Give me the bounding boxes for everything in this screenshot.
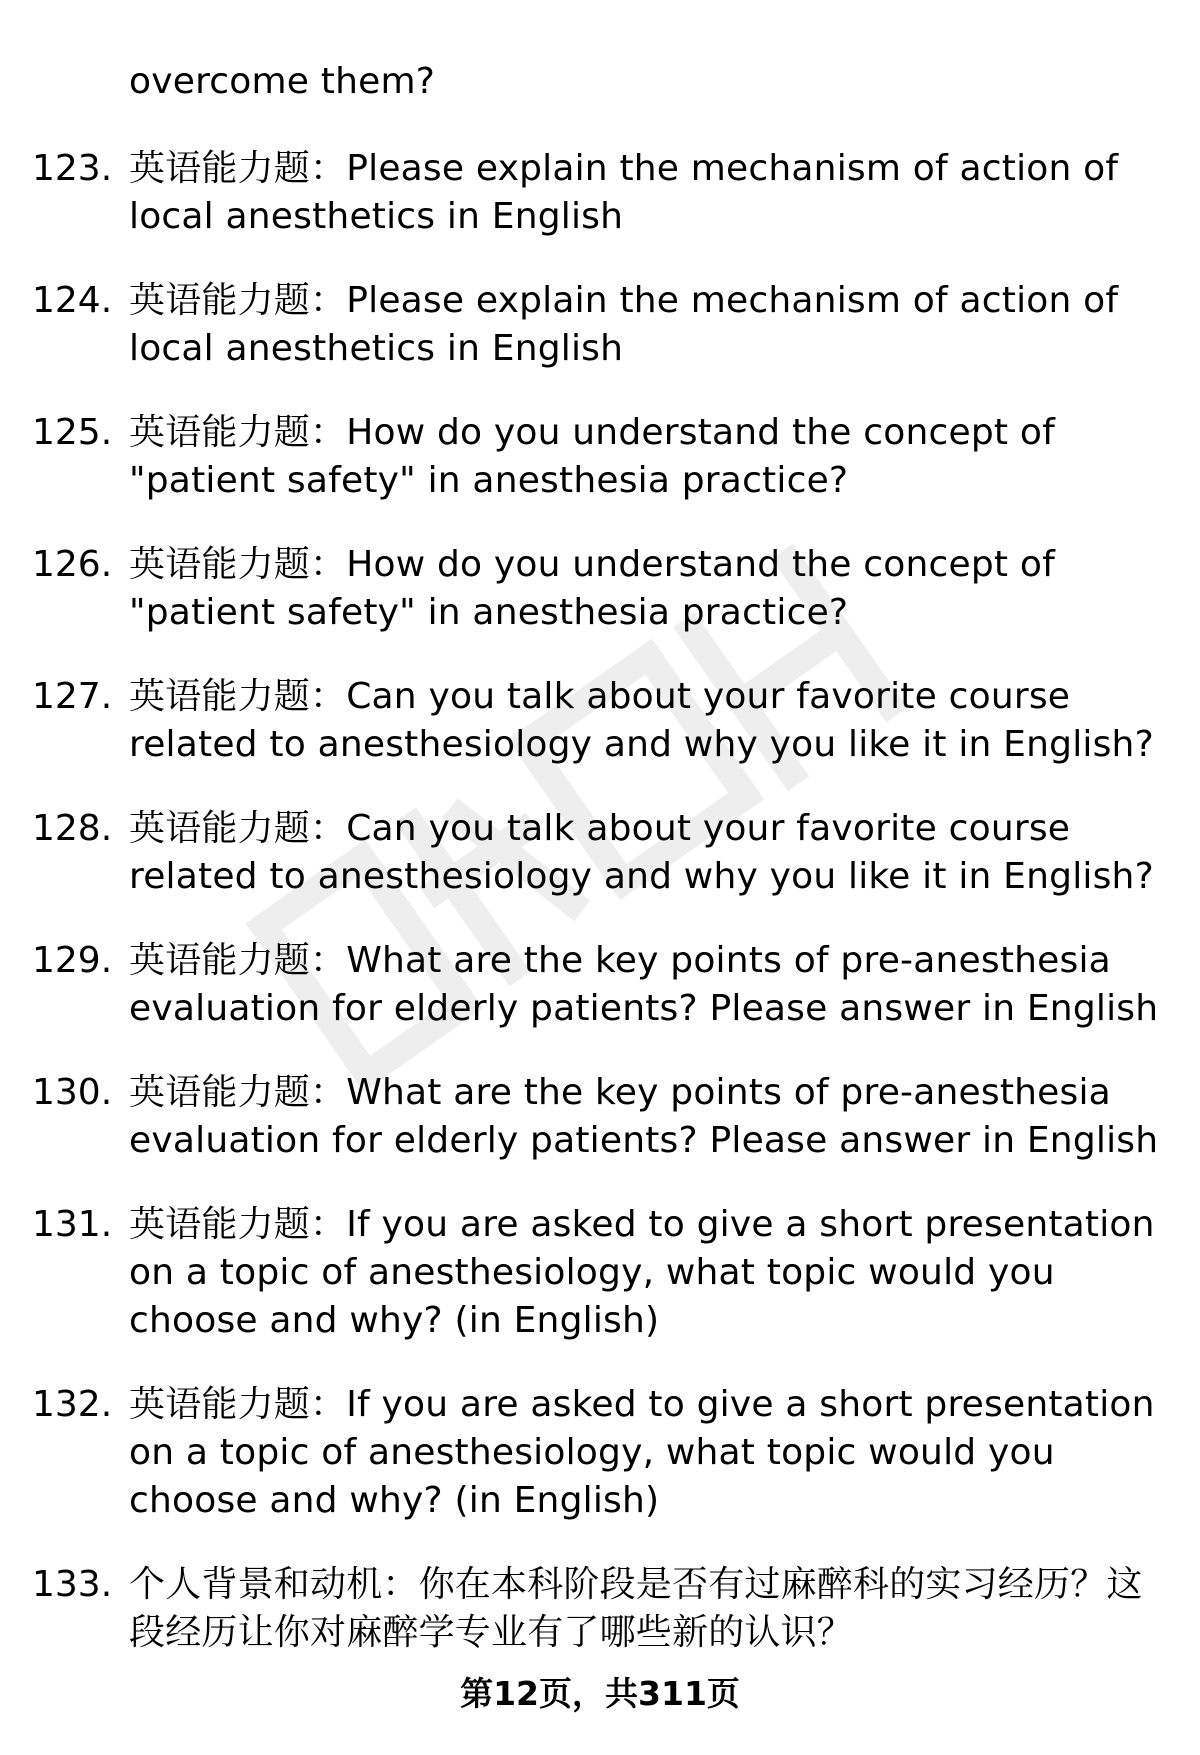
question-text (129, 1201, 1169, 1345)
question-content: Can you talk about your favorite course related to anesthesiology and why you like it in English? (129, 676, 1154, 765)
question-content: Please explain the mechanism of action of local anesthetics in English (129, 280, 1119, 369)
question-content: If you are asked to give a short presentation on a topic of anesthesiology, what topic would you choose and why? (in English) (129, 1204, 1155, 1341)
question-content: Please explain the mechanism of action of local anesthetics in English (129, 148, 1119, 237)
question-item (0, 409, 1200, 505)
question-text (129, 673, 1169, 769)
question-number: 123. (32, 148, 113, 189)
question-item (0, 145, 1200, 241)
question-content: How do you understand the concept of "patient safety" in anesthesia practice? (129, 412, 1055, 501)
question-content: What are the key points of pre-anesthesia evaluation for elderly patients? Please answer in English (129, 1072, 1159, 1161)
question-content: Can you talk about your favorite course related to anesthesiology and why you like it in English? (129, 808, 1154, 897)
question-item (0, 1069, 1200, 1165)
question-text (129, 145, 1169, 241)
question-category: 个人背景和动机： (129, 1564, 419, 1605)
question-number: 131. (32, 1204, 113, 1245)
question-category: 英语能力题： (129, 412, 347, 453)
question-item (0, 541, 1200, 637)
question-category: 英语能力题： (129, 940, 347, 981)
question-category: 英语能力题： (129, 808, 347, 849)
question-content: What are the key points of pre-anesthesia evaluation for elderly patients? Please answer in English (129, 940, 1159, 1029)
question-text (129, 1069, 1169, 1165)
question-content: 你在本科阶段是否有过麻醉科的实习经历？这段经历让你对麻醉学专业有了哪些新的认识？ (129, 1564, 1143, 1653)
question-number: 124. (32, 280, 113, 321)
question-text (129, 277, 1169, 373)
question-number: 129. (32, 940, 113, 981)
continuation-text: overcome them? (129, 61, 436, 102)
question-item (0, 937, 1200, 1033)
question-text (129, 409, 1169, 505)
question-number: 127. (32, 676, 113, 717)
question-text (129, 541, 1169, 637)
question-text (129, 1561, 1169, 1657)
question-number: 125. (32, 412, 113, 453)
question-number: 126. (32, 544, 113, 585)
question-content: If you are asked to give a short presentation on a topic of anesthesiology, what topic would you choose and why? (in English) (129, 1384, 1155, 1521)
question-category: 英语能力题： (129, 676, 347, 717)
question-number: 132. (32, 1384, 113, 1425)
question-item (0, 805, 1200, 901)
question-text (129, 1381, 1169, 1525)
question-category: 英语能力题： (129, 280, 347, 321)
question-category: 英语能力题： (129, 1384, 347, 1425)
question-category: 英语能力题： (129, 1204, 347, 1245)
question-text (129, 937, 1169, 1033)
question-item (0, 1381, 1200, 1525)
question-list (0, 145, 1200, 1693)
question-category: 英语能力题： (129, 544, 347, 585)
page-number: 第12页，共311页 (460, 1674, 740, 1713)
question-content: How do you understand the concept of "patient safety" in anesthesia practice? (129, 544, 1055, 633)
question-item (0, 1561, 1200, 1657)
question-category: 英语能力题： (129, 1072, 347, 1113)
question-item (0, 1201, 1200, 1345)
question-category: 英语能力题： (129, 148, 347, 189)
question-number: 133. (32, 1564, 113, 1605)
question-item (0, 277, 1200, 373)
question-number: 130. (32, 1072, 113, 1113)
question-number: 128. (32, 808, 113, 849)
question-item (0, 673, 1200, 769)
question-text (129, 805, 1169, 901)
